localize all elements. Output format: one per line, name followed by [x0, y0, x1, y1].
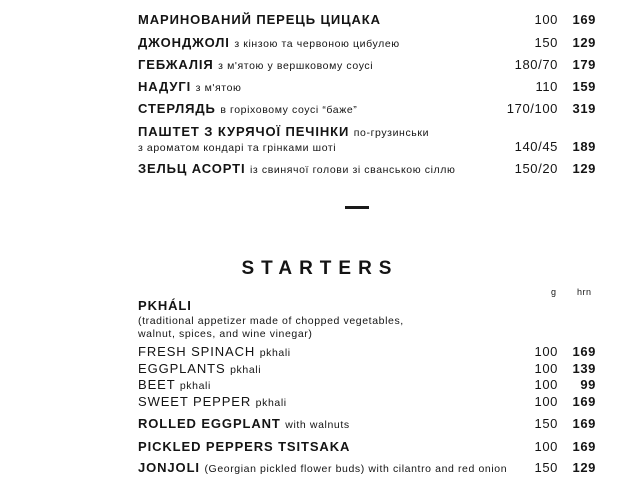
item-weight: 140/45: [514, 139, 558, 154]
item-description-line2: walnut, spices, and wine vinegar): [138, 328, 313, 340]
item-name: НАДУГІ: [138, 79, 192, 94]
item-weight: 150: [534, 416, 558, 431]
menu-item: [138, 344, 596, 362]
menu-item: [138, 35, 596, 53]
item-weight: 110: [535, 79, 558, 94]
item-price: 129: [572, 460, 596, 475]
item-price: 169: [572, 394, 596, 409]
item-name: ГЕБЖАЛІЯ: [138, 57, 214, 72]
menu-item: [138, 298, 596, 316]
item-weight: 150: [534, 35, 558, 50]
menu-item: [138, 377, 596, 395]
menu-item: [138, 460, 596, 478]
item-weight: 150: [534, 460, 558, 475]
menu-item: [138, 394, 596, 412]
item-price: 169: [572, 439, 596, 454]
menu-item: [138, 416, 596, 434]
item-price: 139: [572, 361, 596, 376]
item-price: 159: [572, 79, 596, 94]
item-price: 169: [572, 12, 596, 27]
menu-item-continuation: [138, 139, 596, 157]
item-name: PKHÁLI: [138, 298, 192, 313]
item-weight: 100: [534, 394, 558, 409]
item-description-line1: (traditional appetizer made of chopped vegetables,: [138, 315, 404, 327]
item-weight: 100: [534, 361, 558, 376]
item-weight: 100: [534, 344, 558, 359]
item-description: (Georgian pickled flower buds) with cilantro and red onion: [204, 463, 508, 475]
item-description: pkhali: [259, 347, 291, 359]
menu-item: [138, 57, 596, 75]
item-weight: 180/70: [514, 57, 558, 72]
menu-item: [138, 101, 596, 119]
item-price: 129: [572, 35, 596, 50]
item-weight: 170/100: [506, 101, 558, 116]
item-description: із свинячої голови зі сванською сіллю: [250, 164, 456, 176]
item-price: 189: [572, 139, 596, 154]
item-description: pkhali: [179, 380, 211, 392]
item-name: FRESH SPINACH: [138, 344, 256, 359]
item-description: по-грузинськи: [353, 127, 430, 139]
item-description: з м'ятою у вершковому соусі: [218, 60, 374, 72]
item-price: 169: [572, 344, 596, 359]
column-header-price: hrn: [577, 287, 592, 297]
item-description: pkhali: [230, 364, 262, 376]
item-description: pkhali: [255, 397, 287, 409]
menu-item: [138, 12, 596, 30]
item-weight: 100: [534, 377, 558, 392]
section-divider: [345, 206, 369, 209]
item-name: ПАШТЕТ З КУРЯЧОЇ ПЕЧІНКИ: [138, 124, 350, 139]
item-price: 99: [580, 377, 596, 392]
item-price: 169: [572, 416, 596, 431]
item-weight: 100: [534, 439, 558, 454]
item-description-line2: з ароматом кондарі та грінками шоті: [138, 142, 337, 154]
item-description: в горіховому соусі “баже”: [220, 104, 358, 116]
item-description: з кінзою та червоною цибулею: [234, 38, 400, 50]
item-price: 129: [572, 161, 596, 176]
item-description: з м'ятою: [195, 82, 242, 94]
item-name: SWEET PEPPER: [138, 394, 252, 409]
item-name: ДЖОНДЖОЛІ: [138, 35, 230, 50]
item-weight: 100: [534, 12, 558, 27]
item-name: МАРИНОВАНИЙ ПЕРЕЦЬ ЦИЦАКА: [138, 12, 381, 27]
menu-item: [138, 439, 596, 457]
item-weight: 150/20: [514, 161, 558, 176]
section-title: STARTERS: [241, 258, 399, 279]
menu-item: [138, 79, 596, 97]
item-description: with walnuts: [285, 419, 350, 431]
menu-item: [138, 161, 596, 179]
item-name: ЗЕЛЬЦ АСОРТІ: [138, 161, 246, 176]
item-name: ROLLED EGGPLANT: [138, 416, 281, 431]
item-name: EGGPLANTS: [138, 361, 226, 376]
column-header-weight: g: [551, 287, 557, 297]
cropped-top-row: [138, 0, 596, 2]
item-name: JONJOLI: [138, 460, 200, 475]
item-price: 319: [572, 101, 596, 116]
item-name: BEET: [138, 377, 176, 392]
item-name: СТЕРЛЯДЬ: [138, 101, 216, 116]
item-name: PICKLED PEPPERS TSITSAKA: [138, 439, 351, 454]
item-price: 179: [572, 57, 596, 72]
